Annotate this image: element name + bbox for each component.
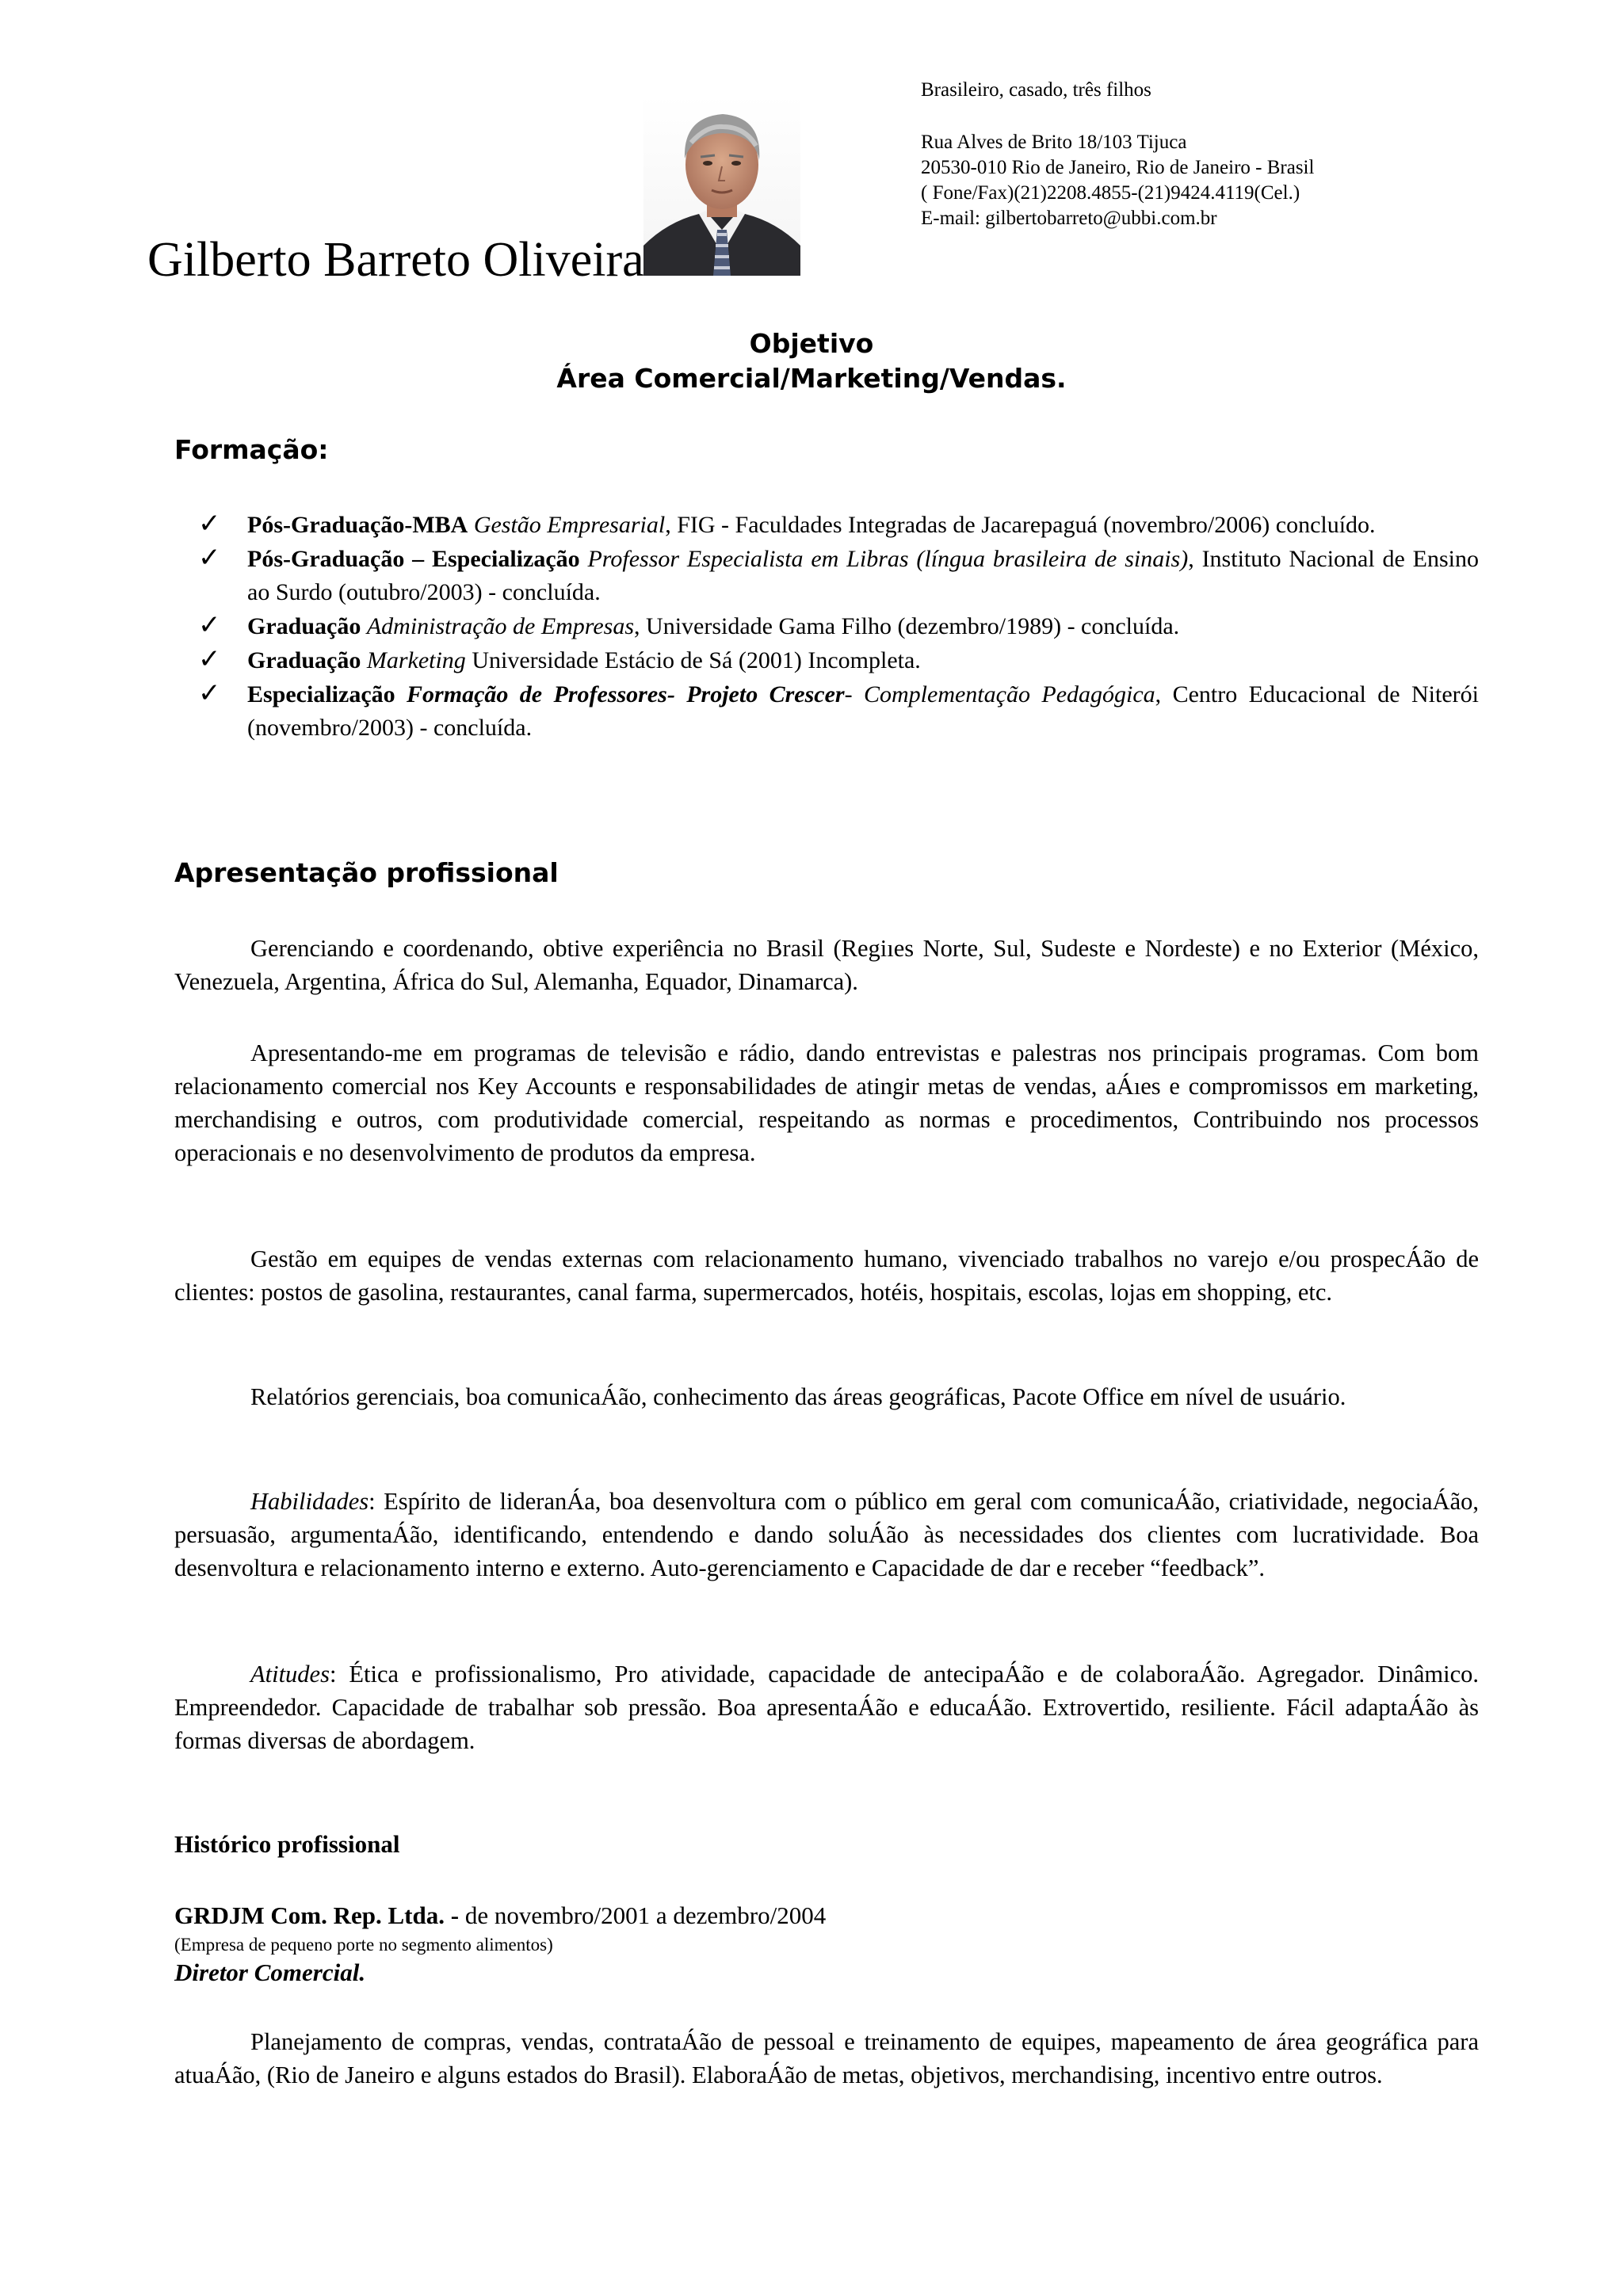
checkmark-icon: ✓: [198, 643, 221, 675]
apresentacao-title: Apresentação profissional: [174, 857, 559, 888]
company-note: (Empresa de pequeno porte no segmento alimentos): [174, 1935, 553, 1955]
job-header: [174, 1900, 826, 1932]
list-item: ✓ Graduação Administração de Empresas, Universidade Gama Filho (dezembro/1989) - concluída.: [198, 609, 1180, 641]
email-address: E-mail: gilbertobarreto@ubbi.com.br: [921, 208, 1217, 229]
list-item: ✓ Pós-Graduação – Especialização Professor Especialista em Libras (língua brasileira de sinais), Instituto Nacional de Ensino ao Surdo (outubro/2003) - concluída.: [198, 542, 1480, 605]
profile-photo: [643, 95, 800, 276]
objective-heading: Objetivo: [749, 328, 874, 359]
checkmark-icon: ✓: [198, 677, 221, 709]
paragraph-regions: Gerenciando e coordenando, obtive experiência no Brasil (Regiıes Norte, Sul, Sudeste e Nordeste) e no Exterior (México, Venezuela, Argentina, África do Sul, Alemanha, Equador, Dinamarca).: [174, 935, 1479, 995]
phone-numbers: ( Fone/Fax)(21)2208.4855-(21)9424.4119(Cel.): [921, 182, 1300, 204]
contact-block: [921, 78, 1314, 231]
address-street: Rua Alves de Brito 18/103 Tijuca: [921, 132, 1187, 153]
paragraph-reports: Relatórios gerenciais, boa comunicaÁão, conhecimento das áreas geográficas, Pacote Office em nível de usuário.: [250, 1383, 1346, 1410]
job-role: Diretor Comercial.: [174, 1958, 366, 1986]
address-city: 20530-010 Rio de Janeiro, Rio de Janeiro - Brasil: [921, 157, 1315, 178]
checkmark-icon: ✓: [198, 508, 221, 540]
list-item: ✓ Graduação Marketing Universidade Estácio de Sá (2001) Incompleta.: [198, 643, 921, 675]
job-description: Planejamento de compras, vendas, contrataÁão de pessoal e treinamento de equipes, mapeamento de área geográfica para atuaÁão, (Rio de Janeiro e alguns estados do Brasil). ElaboraÁão de metas, objetivos, merchandising, incentivo entre outros.: [174, 2028, 1479, 2088]
checkmark-icon: ✓: [198, 609, 221, 641]
objective-area: Área Comercial/Marketing/Vendas.: [556, 363, 1067, 394]
paragraph-sales-teams: Gestão em equipes de vendas externas com relacionamento humano, vivenciado trabalhos no varejo e/ou prospecÁão de clientes: postos de gasolina, restaurantes, canal farma, supermercados, hotéis, hospitais, escolas, lojas em shopping, etc.: [174, 1245, 1479, 1306]
historico-title: Histórico profissional: [174, 1830, 400, 1858]
company-name: GRDJM Com. Rep. Ltda. -: [174, 1901, 460, 1929]
personal-info: Brasileiro, casado, três filhos: [921, 79, 1151, 101]
paragraph-attitudes: Atitudes: Ética e profissionalismo, Pro atividade, capacidade de antecipaÁão e de colaboraÁão. Agregador. Dinâmico. Empreendedor. Capacidade de trabalhar sob pressão. Boa apresentaÁão e educaÁão. Extrovertido, resiliente. Fácil adaptaÁão às formas diversas de abordagem.: [174, 1661, 1479, 1754]
candidate-name: Gilberto Barreto Oliveira: [147, 233, 644, 287]
formacao-list: [198, 509, 1479, 746]
checkmark-icon: ✓: [198, 542, 221, 574]
paragraph-skills: Habilidades: Espírito de lideranÁa, boa desenvoltura com o público em geral com comunicaÁão, criatividade, negociaÁão, persuasão, argumentaÁão, identificando, entendendo e dando soluÁão às necessidades dos clientes com lucratividade. Boa desenvoltura e relacionamento interno e externo. Auto-gerenciamento e Capacidade de dar e receber “feedback”.: [174, 1488, 1479, 1581]
formacao-title: Formação:: [174, 434, 329, 465]
list-item: ✓ Especialização Formação de Professores- Projeto Crescer- Complementação Pedagógica, Centro Educacional de Niterói (novembro/2003) - concluída.: [198, 677, 1479, 741]
job-period: de novembro/2001 a dezembro/2004: [459, 1901, 827, 1929]
paragraph-media: Apresentando-me em programas de televisão e rádio, dando entrevistas e palestras nos principais programas. Com bom relacionamento comercial nos Key Accounts e responsabilidades de atingir metas de vendas, aÁıes e compromissos em marketing, merchandising e outros, com produtividade comercial, respeitando as normas e procedimentos, Contribuindo nos processos operacionais e no desenvolvimento de produtos da empresa.: [174, 1039, 1479, 1166]
list-item: ✓ Pós-Graduação-MBA Gestão Empresarial, FIG - Faculdades Integradas de Jacarepaguá (novembro/2006) concluído.: [198, 508, 1376, 540]
